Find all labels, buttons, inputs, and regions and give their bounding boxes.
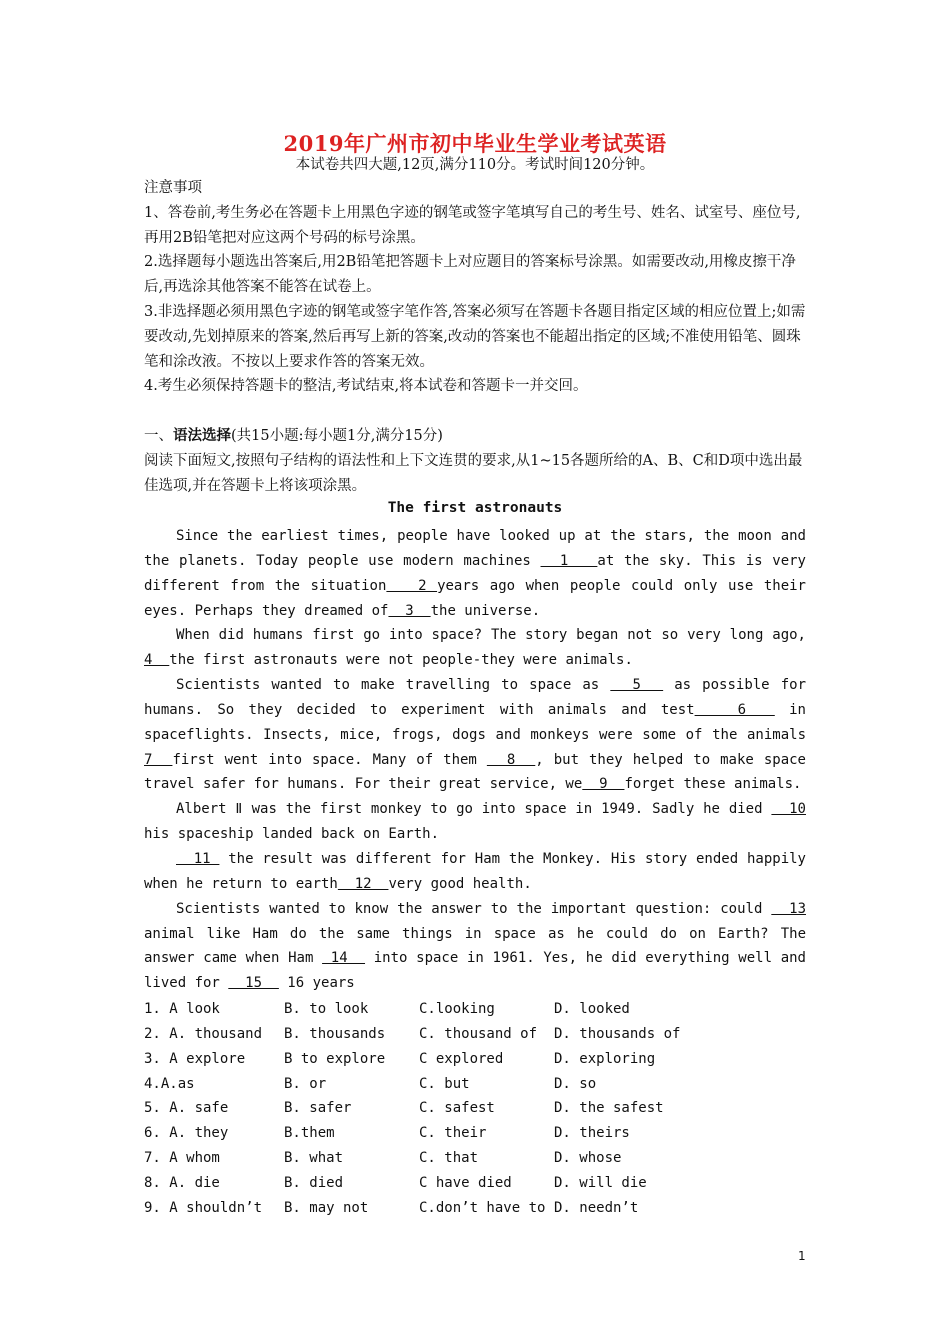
option: B.them [284, 1125, 335, 1142]
blank-2: 2 [386, 577, 438, 594]
passage-text: Scientists wanted to make travelling to space as [176, 677, 611, 694]
notes-section [144, 176, 806, 399]
passage-paragraph [144, 524, 806, 623]
note-item: 2.选择题每小题选出答案后,用2B铅笔把答题卡上对应题目的答案标号涂黑。如需要改动,用橡皮擦干净后,再选涂其他答案不能答在试卷上。 [144, 254, 796, 296]
option: D. needn’t [554, 1199, 639, 1216]
option: B. what [284, 1150, 344, 1167]
blank-9: 9 [582, 776, 625, 793]
option: 5. A. safe [144, 1100, 229, 1117]
passage-text: animal like Ham do the same things in space as he could do on Earth? The answer came when Ham [144, 925, 806, 967]
option: C have died [419, 1174, 512, 1191]
passage-text: into space in 1961. Yes, he did everything well and lived for [144, 950, 806, 992]
option: 9. A shouldn’t [144, 1199, 263, 1216]
passage-text: years ago when people could only use their eyes. Perhaps they dreamed of [144, 577, 806, 619]
option: D. theirs [554, 1125, 630, 1142]
passage-text: at the sky. This is very different from the situation [144, 552, 806, 594]
option-row [144, 1196, 806, 1221]
page-title: 2019年广州市初中毕业生学业考试英语 [283, 131, 667, 156]
option: 2. A. thousand [144, 1025, 263, 1042]
option-row [144, 997, 806, 1022]
passage-paragraph [144, 897, 806, 996]
option: B. may not [284, 1199, 369, 1216]
passage-text: , but they helped to make space travel safer for humans. For their great service, we [144, 751, 806, 793]
blank-11: 11 [176, 850, 220, 867]
option-row [144, 1022, 806, 1047]
passage-title: The first astronauts [387, 500, 563, 516]
blank-8: 8 [486, 751, 536, 768]
blank-3: 3 [388, 602, 431, 619]
note-item: 1、答卷前,考生务必在答题卡上用黑色字迹的钢笔或签字笔填写自己的考生号、姓名、试室号、座位号,再用2B铅笔把对应这两个号码的标号涂黑。 [144, 204, 801, 246]
option: D. so [554, 1075, 597, 1092]
option: D. looked [554, 1001, 630, 1017]
passage-paragraph [144, 623, 806, 673]
passage-text: Since the earliest times, people have looked up at the stars, the moon and the planets. Today people use modern machines [144, 528, 806, 569]
passage-text: the result was different for Ham the Monkey. His story ended happily when he return to earth [144, 850, 806, 892]
option-row [144, 1047, 806, 1072]
option: B. thousands [284, 1025, 386, 1042]
option: B. to look [284, 1001, 369, 1017]
option: C. their [419, 1125, 487, 1142]
passage-text: When did humans first go into space? The story began not so very long ago, [176, 627, 806, 644]
option: D. thousands of [554, 1025, 681, 1042]
option: 1. A look [144, 1001, 220, 1017]
page-number: 1 [798, 1249, 806, 1263]
passage-text: first went into space. Many of them [172, 751, 487, 768]
option: D. exploring [554, 1050, 656, 1067]
passage-text: very good health. [388, 875, 532, 892]
option-row [144, 1072, 806, 1097]
passage-text: forget these animals. [624, 776, 802, 793]
option: D. whose [554, 1150, 622, 1167]
option: C explored [419, 1050, 504, 1067]
passage-text: 16 years [278, 975, 355, 992]
note-item: 4.考生必须保持答题卡的整洁,考试结束,将本试卷和答题卡一并交回。 [144, 378, 588, 395]
option: C.looking [419, 1001, 495, 1017]
exam-subtitle: 本试卷共四大题,12页,满分110分。考试时间120分钟。 [295, 157, 655, 173]
option: 4.A.as [144, 1075, 195, 1092]
option: D. will die [554, 1174, 647, 1191]
blank-5: 5 [610, 677, 664, 694]
option: 7. A whom [144, 1150, 220, 1167]
section-name: 语法选择 [173, 427, 231, 444]
passage-text: Albert Ⅱ was the first monkey to go into space in 1949. Sadly he died [176, 801, 772, 818]
blank-6: 6 [694, 701, 775, 718]
option-row [144, 1171, 806, 1196]
passage-paragraph [144, 673, 806, 797]
blank-4: 4 [144, 652, 170, 669]
blank-1: 1 [540, 552, 598, 569]
passage-text: his spaceship landed back on Earth. [144, 826, 440, 843]
notes-heading: 注意事项 [144, 180, 202, 196]
passage [144, 524, 806, 996]
option: C.don’t have to [419, 1199, 546, 1216]
blank-14: 14 [322, 950, 366, 967]
option-row [144, 1121, 806, 1146]
passage-paragraph [144, 847, 806, 897]
option: C. that [419, 1150, 479, 1167]
option: D. the safest [554, 1100, 664, 1117]
section-heading [144, 424, 806, 449]
option-row [144, 1096, 806, 1121]
passage-paragraph [144, 797, 806, 847]
grammar-section [144, 424, 806, 498]
option: C. but [419, 1075, 470, 1092]
option-row [144, 1146, 806, 1171]
answer-options [144, 997, 806, 1221]
option: 3. A explore [144, 1050, 246, 1067]
note-item: 3.非选择题必须用黑色字迹的钢笔或签字笔作答,答案必须写在答题卡各题目指定区域的相应位置上;如需要改动,先划掉原来的答案,然后再写上新的答案,改动的答案也不能超出指定的区域;不准使用铅笔、圆珠笔和涂改液。不按以上要求作答的答案无效。 [144, 303, 806, 370]
passage-text: the universe. [430, 602, 541, 619]
passage-text: in spaceflights. Insects, mice, frogs, dogs and monkeys were some of the animals [144, 701, 806, 743]
option: C. thousand of [419, 1025, 538, 1042]
option: C. safest [419, 1100, 495, 1117]
option: 8. A. die [144, 1174, 220, 1191]
passage-text: as possible for humans. So they decided to experiment with animals and test [144, 677, 806, 718]
section-prefix: 一、 [144, 428, 173, 444]
blank-7: 7 [144, 751, 173, 768]
blank-13: 13 [771, 900, 806, 917]
blank-15: 15 [228, 975, 279, 992]
section-detail: (共15小题:每小题1分,满分15分) [231, 428, 443, 444]
passage-text: the first astronauts were not people-they were animals. [169, 652, 633, 669]
blank-12: 12 [337, 875, 389, 892]
option: B. safer [284, 1100, 352, 1117]
option: B to explore [284, 1050, 386, 1067]
section-instruction: 阅读下面短文,按照句子结构的语法性和上下文连贯的要求,从1~15各题所给的A、B、C和D项中选出最佳选项,并在答题卡上将该项涂黑。 [144, 452, 803, 494]
option: 6. A. they [144, 1125, 229, 1142]
option: B. died [284, 1174, 344, 1191]
passage-text: Scientists wanted to know the answer to the important question: could [176, 900, 772, 917]
option: B. or [284, 1075, 327, 1092]
blank-10: 10 [771, 801, 806, 818]
